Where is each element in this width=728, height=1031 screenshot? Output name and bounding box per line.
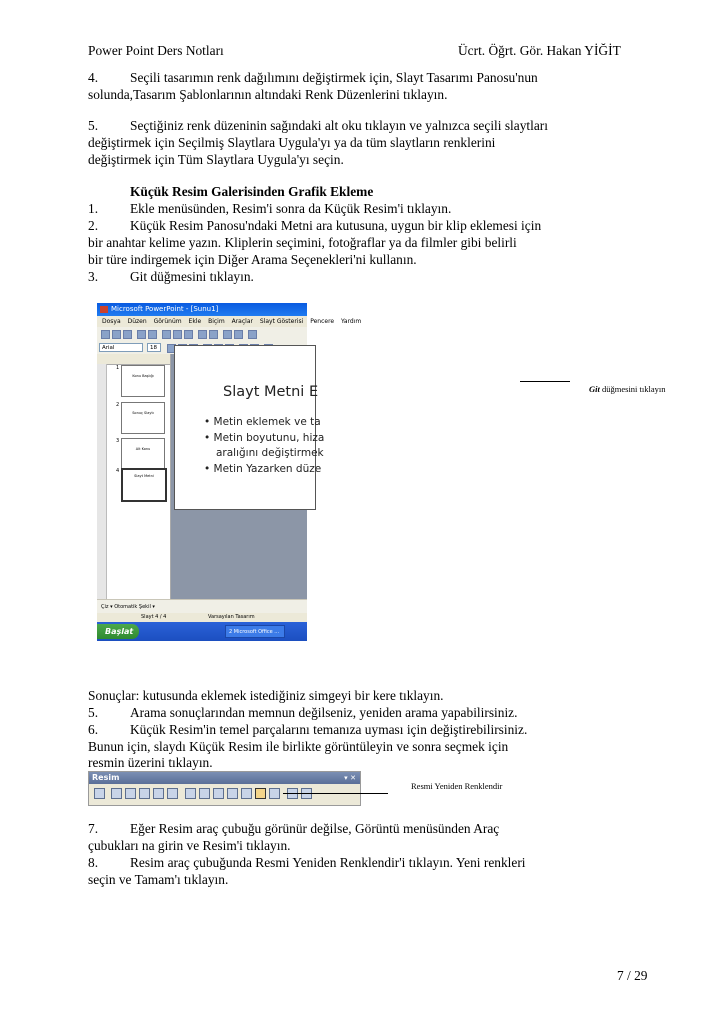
menu-bar <box>97 316 362 327</box>
recolor-picture-icon[interactable] <box>255 788 266 799</box>
toolbar-title-text: Resim <box>92 773 120 782</box>
thumb-number: 4 <box>116 468 120 474</box>
standard-toolbar <box>97 327 307 342</box>
font-size-select[interactable]: 18 <box>147 343 161 352</box>
resim-toolbar-title[interactable] <box>89 772 360 784</box>
header-right: Ücrt. Öğrt. Gör. Hakan YİĞİT <box>458 43 621 58</box>
thumb-number: 1 <box>116 365 120 371</box>
body-text: Bunun için, slaydı Küçük Resim ile birlikte görüntüleyin ve sonra seçmek için <box>88 739 509 754</box>
bullet-text: Metin eklemek ve ta <box>213 416 321 428</box>
step-text: seçin ve Tamam'ı tıklayın. <box>88 872 229 887</box>
callout-recolor: Resmi Yeniden Renklendir <box>411 781 503 791</box>
menu-item[interactable]: Dosya <box>102 318 121 325</box>
body-text: Sonuçlar: kutusunda eklemek istediğiniz simgeyi bir kere tıklayın. <box>88 688 444 703</box>
status-design: Varsayılan Tasarım <box>207 614 255 620</box>
step-number: 5. <box>88 118 99 133</box>
slide-thumbnail[interactable] <box>121 402 165 434</box>
slides-pane-tabs[interactable] <box>97 354 170 365</box>
menu-item[interactable]: Biçim <box>208 318 225 325</box>
text-wrap-icon[interactable] <box>241 788 252 799</box>
zoom-icon[interactable] <box>248 330 257 339</box>
menu-item[interactable]: Düzen <box>127 318 147 325</box>
step-text: Küçük Resim'in temel parçalarını temanıza uyması için değiştirebilirsiniz. <box>130 722 528 737</box>
menu-item[interactable]: Pencere <box>310 318 335 325</box>
print-icon[interactable] <box>137 330 146 339</box>
redo-icon[interactable] <box>209 330 218 339</box>
slide-thumbnail[interactable] <box>121 438 165 470</box>
bullet-text: Metin Yazarken düze <box>213 463 322 475</box>
header-left: Power Point Ders Notları <box>88 43 224 58</box>
callout-rest: düğmesini tıklayın <box>599 384 666 394</box>
thumb-label: Slayt Metni <box>134 474 154 478</box>
menu-item[interactable]: Ekle <box>188 318 202 325</box>
more-brightness-icon[interactable] <box>153 788 164 799</box>
copy-icon[interactable] <box>173 330 182 339</box>
section-title: Küçük Resim Galerisinden Grafik Ekleme <box>130 184 374 199</box>
drawing-toolbar <box>97 599 307 614</box>
slide-bullet: • Metin boyutunu, hiza <box>204 432 325 444</box>
step-text: Seçtiğiniz renk düzeninin sağındaki alt oku tıklayın ve yalnızca seçili slaytları <box>130 118 548 133</box>
slide-thumbnail[interactable] <box>121 365 165 397</box>
new-icon[interactable] <box>101 330 110 339</box>
step-number: 3. <box>88 269 99 284</box>
line-style-icon[interactable] <box>213 788 224 799</box>
rotate-left-icon[interactable] <box>199 788 210 799</box>
slide-bullet-cont: aralığını değiştirmek <box>216 447 324 459</box>
draw-menu[interactable]: Çiz ▾ Otomatik Şekil ▾ <box>101 604 155 610</box>
resim-toolbar <box>88 771 361 806</box>
slide-bullet: • Metin eklemek ve ta <box>204 416 321 428</box>
menu-item[interactable]: Yardım <box>341 318 362 325</box>
color-icon[interactable] <box>111 788 122 799</box>
slide-bullet: • Metin Yazarken düze <box>204 463 322 475</box>
callout-line <box>283 793 388 794</box>
insert-picture-icon[interactable] <box>94 788 105 799</box>
callout-git <box>589 384 666 394</box>
step-text: Eğer Resim araç çubuğu görünür değilse, Görüntü menüsünden Araç <box>130 821 500 836</box>
format-picture-icon[interactable] <box>269 788 280 799</box>
less-contrast-icon[interactable] <box>139 788 150 799</box>
window-title: Microsoft PowerPoint - [Sunu1] <box>111 305 219 313</box>
chart-icon[interactable] <box>223 330 232 339</box>
menu-item[interactable]: Görünüm <box>153 318 182 325</box>
left-scrollbar[interactable] <box>97 364 107 609</box>
preview-icon[interactable] <box>148 330 157 339</box>
thumb-number: 2 <box>116 402 120 408</box>
step-text: değiştirmek için Seçilmiş Slaytlara Uygula'yı ya da tüm slaytların renklerini <box>88 135 496 150</box>
step-text: çubukları na girin ve Resim'i tıklayın. <box>88 838 291 853</box>
bullet-text: Metin boyutunu, hiza <box>213 432 325 444</box>
thumb-label: Alt Konu <box>135 447 151 451</box>
step-text: Küçük Resim Panosu'ndaki Metni ara kutusuna, uygun bir klip eklemesi için <box>130 218 542 233</box>
step-text: Git düğmesini tıklayın. <box>130 269 254 284</box>
start-button[interactable]: Başlat <box>97 624 139 639</box>
step-text: Arama sonuçlarından memnun değilseniz, yeniden arama yapabilirsiniz. <box>130 705 518 720</box>
step-number: 2. <box>88 218 99 233</box>
callout-bold: Git <box>589 384 600 394</box>
menu-item[interactable]: Slayt Gösterisi <box>259 318 304 325</box>
toolbar-controls[interactable]: ▾ ✕ <box>344 774 356 782</box>
paste-icon[interactable] <box>184 330 193 339</box>
status-slide: Slayt 4 / 4 <box>141 614 167 620</box>
undo-icon[interactable] <box>198 330 207 339</box>
step-number: 1. <box>88 201 99 216</box>
step-text: bir türe indirgemek için Diğer Arama Seçenekleri'ni kullanın. <box>88 252 417 267</box>
step-number: 6. <box>88 722 99 737</box>
step-text: Resim araç çubuğunda Resmi Yeniden Renklendir'i tıklayın. Yeni renkleri <box>130 855 526 870</box>
font-select[interactable]: Arial <box>99 343 143 352</box>
slide-title[interactable]: Slayt Metni E <box>223 384 319 400</box>
step-number: 5. <box>88 705 99 720</box>
page-number: 7 / 29 <box>617 968 648 983</box>
step-number: 4. <box>88 70 99 85</box>
crop-icon[interactable] <box>185 788 196 799</box>
thumb-number: 3 <box>116 438 120 444</box>
table-icon[interactable] <box>234 330 243 339</box>
menu-item[interactable]: Araçlar <box>231 318 253 325</box>
slide-thumbnail-selected[interactable] <box>121 468 167 502</box>
thumb-label: Sonuç Slaytı <box>132 411 154 415</box>
status-bar <box>97 613 307 622</box>
less-brightness-icon[interactable] <box>167 788 178 799</box>
taskbar <box>97 622 307 641</box>
step-text: solunda,Tasarım Şablonlarının altındaki Renk Düzenlerini tıklayın. <box>88 87 448 102</box>
open-icon[interactable] <box>112 330 121 339</box>
cut-icon[interactable] <box>162 330 171 339</box>
app-icon <box>100 306 108 313</box>
step-text: bir anahtar kelime yazın. Kliplerin seçimini, fotoğraflar ya da filmler gibi belirli <box>88 235 517 250</box>
slide-canvas[interactable] <box>174 345 325 510</box>
compress-icon[interactable] <box>227 788 238 799</box>
step-text: değiştirmek için Tüm Slaytlara Uygula'yı seçin. <box>88 152 344 167</box>
step-number: 8. <box>88 855 99 870</box>
more-contrast-icon[interactable] <box>125 788 136 799</box>
window-titlebar <box>97 303 307 316</box>
callout-line <box>520 381 570 382</box>
taskbar-item[interactable]: 2 Microsoft Office ... <box>225 625 285 638</box>
step-text: Ekle menüsünden, Resim'i sonra da Küçük Resim'i tıklayın. <box>130 201 452 216</box>
thumb-label: Konu Başlığı <box>132 374 154 378</box>
body-text: resmin üzerini tıklayın. <box>88 755 213 770</box>
step-number: 7. <box>88 821 99 836</box>
save-icon[interactable] <box>123 330 132 339</box>
powerpoint-screenshot <box>97 303 362 641</box>
step-text: Seçili tasarımın renk dağılımını değiştirmek için, Slayt Tasarımı Panosu'nun <box>130 70 538 85</box>
